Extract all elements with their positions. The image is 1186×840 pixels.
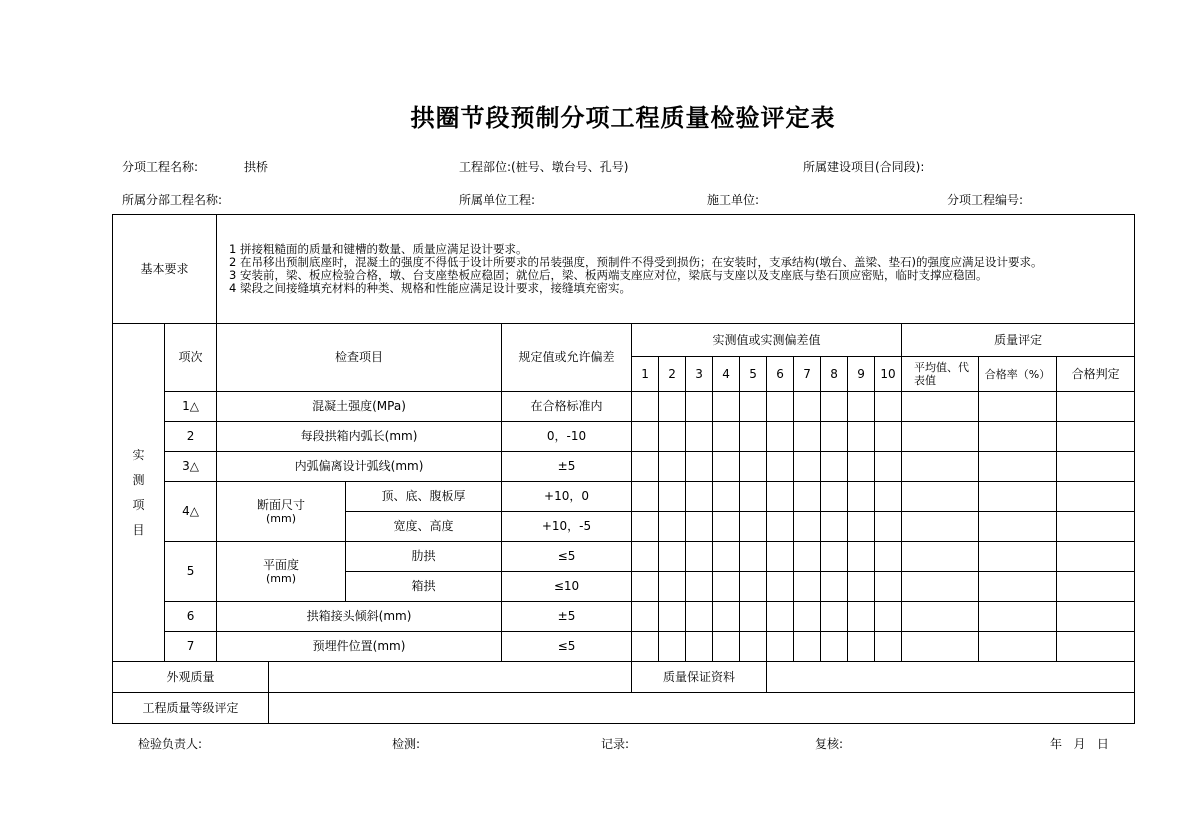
- pass-rate-header: 合格率（%）: [979, 357, 1057, 392]
- requirement-line: 2 在吊移出预制底座时，混凝土的强度不得低于设计所要求的吊装强度，预制件不得受到损伤；在安装时，支承结构(墩台、盖梁、垫石)的强度应满足设计要求。: [229, 255, 1043, 269]
- pass-judgement-cell[interactable]: [1057, 572, 1135, 602]
- table-row: [113, 422, 1135, 452]
- average-cell[interactable]: [902, 392, 979, 422]
- spec-header: 规定值或允许偏差: [502, 324, 632, 392]
- table-row: [113, 632, 1135, 662]
- quality-assurance-label: 质量保证资料: [632, 662, 767, 693]
- measured-value-cell[interactable]: [821, 452, 848, 482]
- sub-project-no-label: 分项工程编号:: [947, 193, 1024, 207]
- summary-table: [112, 661, 1135, 724]
- measured-value-cell[interactable]: [659, 482, 686, 512]
- spec-value: +10，0: [502, 482, 632, 512]
- table-row: [113, 602, 1135, 632]
- measure-col-header: 2: [659, 357, 686, 392]
- measured-value-cell[interactable]: [686, 422, 713, 452]
- pass-judgement-cell[interactable]: [1057, 632, 1135, 662]
- item-no: 3△: [165, 452, 217, 482]
- measured-value-cell[interactable]: [875, 602, 902, 632]
- measured-value-cell[interactable]: [821, 392, 848, 422]
- table-row: [113, 482, 1135, 512]
- location-label: 工程部位:(桩号、墩台号、孔号): [459, 160, 629, 174]
- measured-value-cell[interactable]: [821, 602, 848, 632]
- inspector-label: 检验负责人:: [138, 737, 203, 751]
- pass-judgement-cell[interactable]: [1057, 392, 1135, 422]
- measured-values-header: 实测值或实测偏差值: [632, 324, 902, 357]
- measured-value-cell[interactable]: [659, 512, 686, 542]
- item-no: 6: [165, 602, 217, 632]
- measured-value-cell[interactable]: [767, 542, 794, 572]
- measured-value-cell[interactable]: [875, 512, 902, 542]
- pass-rate-cell[interactable]: [979, 392, 1057, 422]
- measured-value-cell[interactable]: [821, 422, 848, 452]
- measured-value-cell[interactable]: [767, 422, 794, 452]
- measured-value-cell[interactable]: [848, 602, 875, 632]
- basic-requirements-label: 基本要求: [113, 215, 217, 324]
- average-cell[interactable]: [902, 482, 979, 512]
- measured-value-cell[interactable]: [848, 392, 875, 422]
- measured-value-cell[interactable]: [632, 632, 659, 662]
- measured-value-cell[interactable]: [767, 602, 794, 632]
- measure-col-header: 3: [686, 357, 713, 392]
- pass-rate-cell[interactable]: [979, 512, 1057, 542]
- pass-judgement-cell[interactable]: [1057, 602, 1135, 632]
- measured-value-cell[interactable]: [686, 602, 713, 632]
- measured-value-cell[interactable]: [821, 572, 848, 602]
- table-row: [113, 542, 1135, 572]
- pass-rate-cell[interactable]: [979, 422, 1057, 452]
- pass-rate-cell[interactable]: [979, 602, 1057, 632]
- pass-rate-cell[interactable]: [979, 542, 1057, 572]
- measured-value-cell[interactable]: [794, 422, 821, 452]
- item-no: 5: [165, 542, 217, 602]
- division-label: 所属分部工程名称:: [122, 193, 223, 207]
- measured-value-cell[interactable]: [713, 572, 740, 602]
- pass-rate-cell[interactable]: [979, 572, 1057, 602]
- measured-value-cell[interactable]: [794, 392, 821, 422]
- quality-assessment-header: 质量评定: [902, 324, 1135, 357]
- measured-value-cell[interactable]: [686, 632, 713, 662]
- pass-judgement-cell[interactable]: [1057, 422, 1135, 452]
- measured-value-cell[interactable]: [821, 632, 848, 662]
- spec-value: ≤10: [502, 572, 632, 602]
- measured-value-cell[interactable]: [686, 572, 713, 602]
- check-item-group: 平面度 (mm): [217, 542, 346, 602]
- measured-value-cell[interactable]: [686, 452, 713, 482]
- table-row: [113, 392, 1135, 422]
- check-item: 混凝土强度(MPa): [217, 392, 502, 422]
- spec-value: ±5: [502, 452, 632, 482]
- measured-value-cell[interactable]: [740, 602, 767, 632]
- requirement-line: 4 梁段之间接缝填充材料的种类、规格和性能应满足设计要求，接缝填充密实。: [229, 281, 631, 295]
- spec-value: +10，-5: [502, 512, 632, 542]
- pass-judgement-cell[interactable]: [1057, 512, 1135, 542]
- pass-judgement-header: 合格判定: [1057, 357, 1135, 392]
- measured-value-cell[interactable]: [848, 512, 875, 542]
- spec-value: ±5: [502, 602, 632, 632]
- measured-value-cell[interactable]: [875, 422, 902, 452]
- check-item: 拱箱接头倾斜(mm): [217, 602, 502, 632]
- measured-value-cell[interactable]: [659, 572, 686, 602]
- item-no: 4△: [165, 482, 217, 542]
- check-sub-item: 箱拱: [346, 572, 502, 602]
- measured-value-cell[interactable]: [713, 602, 740, 632]
- date-label: 年 月 日: [1050, 737, 1109, 751]
- sub-project-value: 拱桥: [244, 160, 269, 174]
- measured-value-cell[interactable]: [740, 632, 767, 662]
- pass-rate-cell[interactable]: [979, 482, 1057, 512]
- measured-value-cell[interactable]: [632, 392, 659, 422]
- measured-value-cell[interactable]: [794, 602, 821, 632]
- item-no: 1△: [165, 392, 217, 422]
- measured-value-cell[interactable]: [821, 542, 848, 572]
- measured-value-cell[interactable]: [848, 422, 875, 452]
- record-label: 记录:: [601, 737, 630, 751]
- measured-value-cell[interactable]: [848, 572, 875, 602]
- average-cell[interactable]: [902, 632, 979, 662]
- measured-value-cell[interactable]: [632, 422, 659, 452]
- table-row: [113, 452, 1135, 482]
- measured-value-cell[interactable]: [740, 572, 767, 602]
- unit-label: 所属单位工程:: [459, 193, 536, 207]
- pass-rate-cell[interactable]: [979, 452, 1057, 482]
- measured-value-cell[interactable]: [686, 392, 713, 422]
- check-sub-item: 宽度、高度: [346, 512, 502, 542]
- contractor-label: 施工单位:: [707, 193, 760, 207]
- test-label: 检测:: [392, 737, 421, 751]
- sub-project-label: 分项工程名称:: [122, 160, 199, 174]
- measured-value-cell[interactable]: [713, 422, 740, 452]
- measured-value-cell[interactable]: [713, 452, 740, 482]
- measured-value-cell[interactable]: [767, 572, 794, 602]
- measured-value-cell[interactable]: [632, 542, 659, 572]
- check-item: 预埋件位置(mm): [217, 632, 502, 662]
- quality-grade-field[interactable]: [269, 693, 1135, 724]
- measured-value-cell[interactable]: [821, 512, 848, 542]
- measure-col-header: 9: [848, 357, 875, 392]
- item-no: 7: [165, 632, 217, 662]
- spec-value: 0，-10: [502, 422, 632, 452]
- measured-value-cell[interactable]: [848, 542, 875, 572]
- measured-value-cell[interactable]: [686, 542, 713, 572]
- measured-value-cell[interactable]: [659, 602, 686, 632]
- measured-value-cell[interactable]: [767, 632, 794, 662]
- measured-value-cell[interactable]: [848, 632, 875, 662]
- average-cell[interactable]: [902, 512, 979, 542]
- item-no-header: 项次: [165, 324, 217, 392]
- measured-value-cell[interactable]: [659, 392, 686, 422]
- measured-value-cell[interactable]: [767, 512, 794, 542]
- measured-value-cell[interactable]: [740, 422, 767, 452]
- measured-value-cell[interactable]: [767, 482, 794, 512]
- requirement-line: 1 拼接粗糙面的质量和键槽的数量、质量应满足设计要求。: [229, 242, 528, 256]
- measure-col-header: 7: [794, 357, 821, 392]
- pass-judgement-cell[interactable]: [1057, 482, 1135, 512]
- measured-value-cell[interactable]: [740, 542, 767, 572]
- measured-value-cell[interactable]: [794, 632, 821, 662]
- pass-judgement-cell[interactable]: [1057, 452, 1135, 482]
- appearance-quality-field[interactable]: [269, 662, 632, 693]
- quality-assurance-field[interactable]: [767, 662, 1135, 693]
- measured-value-cell[interactable]: [821, 482, 848, 512]
- measured-value-cell[interactable]: [740, 392, 767, 422]
- measured-value-cell[interactable]: [794, 542, 821, 572]
- measured-value-cell[interactable]: [875, 632, 902, 662]
- measured-value-cell[interactable]: [740, 482, 767, 512]
- measured-value-cell[interactable]: [794, 452, 821, 482]
- average-header: 平均值、代表值: [902, 357, 979, 392]
- measured-value-cell[interactable]: [794, 572, 821, 602]
- measured-value-cell[interactable]: [875, 542, 902, 572]
- measured-value-cell[interactable]: [632, 572, 659, 602]
- appearance-quality-label: 外观质量: [113, 662, 269, 693]
- measured-value-cell[interactable]: [713, 542, 740, 572]
- measured-value-cell[interactable]: [686, 482, 713, 512]
- measured-value-cell[interactable]: [740, 452, 767, 482]
- measure-col-header: 4: [713, 357, 740, 392]
- measured-items-section-label: 实 测 项 目: [113, 324, 165, 662]
- check-item: 内弧偏离设计弧线(mm): [217, 452, 502, 482]
- measure-col-header: 6: [767, 357, 794, 392]
- spec-value: ≤5: [502, 632, 632, 662]
- measured-value-cell[interactable]: [875, 572, 902, 602]
- measured-value-cell[interactable]: [875, 482, 902, 512]
- measured-value-cell[interactable]: [632, 452, 659, 482]
- measured-value-cell[interactable]: [713, 512, 740, 542]
- page-title: 拱圈节段预制分项工程质量检验评定表: [410, 104, 836, 132]
- measured-value-cell[interactable]: [848, 482, 875, 512]
- measured-value-cell[interactable]: [686, 512, 713, 542]
- measure-col-header: 10: [875, 357, 902, 392]
- requirement-line: 3 安装前，梁、板应检验合格，墩、台支座垫板应稳固；就位后，梁、板两端支座应对位，梁底与支座以及支座底与垫石顶应密贴，临时支撑应稳固。: [229, 268, 988, 282]
- average-cell[interactable]: [902, 602, 979, 632]
- pass-judgement-cell[interactable]: [1057, 542, 1135, 572]
- check-sub-item: 肋拱: [346, 542, 502, 572]
- measured-value-cell[interactable]: [713, 482, 740, 512]
- item-no: 2: [165, 422, 217, 452]
- average-cell[interactable]: [902, 452, 979, 482]
- average-cell[interactable]: [902, 422, 979, 452]
- measured-value-cell[interactable]: [794, 512, 821, 542]
- measure-col-header: 8: [821, 357, 848, 392]
- measured-value-cell[interactable]: [794, 482, 821, 512]
- measured-value-cell[interactable]: [659, 542, 686, 572]
- check-item: 每段拱箱内弧长(mm): [217, 422, 502, 452]
- quality-grade-label: 工程质量等级评定: [113, 693, 269, 724]
- measure-col-header: 5: [740, 357, 767, 392]
- measured-value-cell[interactable]: [713, 632, 740, 662]
- measured-value-cell[interactable]: [632, 482, 659, 512]
- measure-col-header: 1: [632, 357, 659, 392]
- check-item-header: 检查项目: [217, 324, 502, 392]
- average-cell[interactable]: [902, 572, 979, 602]
- measured-value-cell[interactable]: [848, 452, 875, 482]
- pass-rate-cell[interactable]: [979, 632, 1057, 662]
- measured-value-cell[interactable]: [767, 392, 794, 422]
- measured-value-cell[interactable]: [632, 602, 659, 632]
- measured-value-cell[interactable]: [659, 422, 686, 452]
- check-item-group: 断面尺寸 (mm): [217, 482, 346, 542]
- inspection-table: [112, 214, 1135, 662]
- average-cell[interactable]: [902, 542, 979, 572]
- measured-value-cell[interactable]: [713, 392, 740, 422]
- spec-value: ≤5: [502, 542, 632, 572]
- measured-value-cell[interactable]: [632, 512, 659, 542]
- check-sub-item: 顶、底、腹板厚: [346, 482, 502, 512]
- measured-value-cell[interactable]: [875, 392, 902, 422]
- measured-value-cell[interactable]: [875, 452, 902, 482]
- basic-requirements-text: [217, 215, 1135, 324]
- measured-value-cell[interactable]: [659, 452, 686, 482]
- measured-value-cell[interactable]: [740, 512, 767, 542]
- spec-value: 在合格标准内: [502, 392, 632, 422]
- review-label: 复核:: [815, 737, 844, 751]
- measured-value-cell[interactable]: [767, 452, 794, 482]
- measured-value-cell[interactable]: [659, 632, 686, 662]
- construction-project-label: 所属建设项目(合同段):: [803, 160, 925, 174]
